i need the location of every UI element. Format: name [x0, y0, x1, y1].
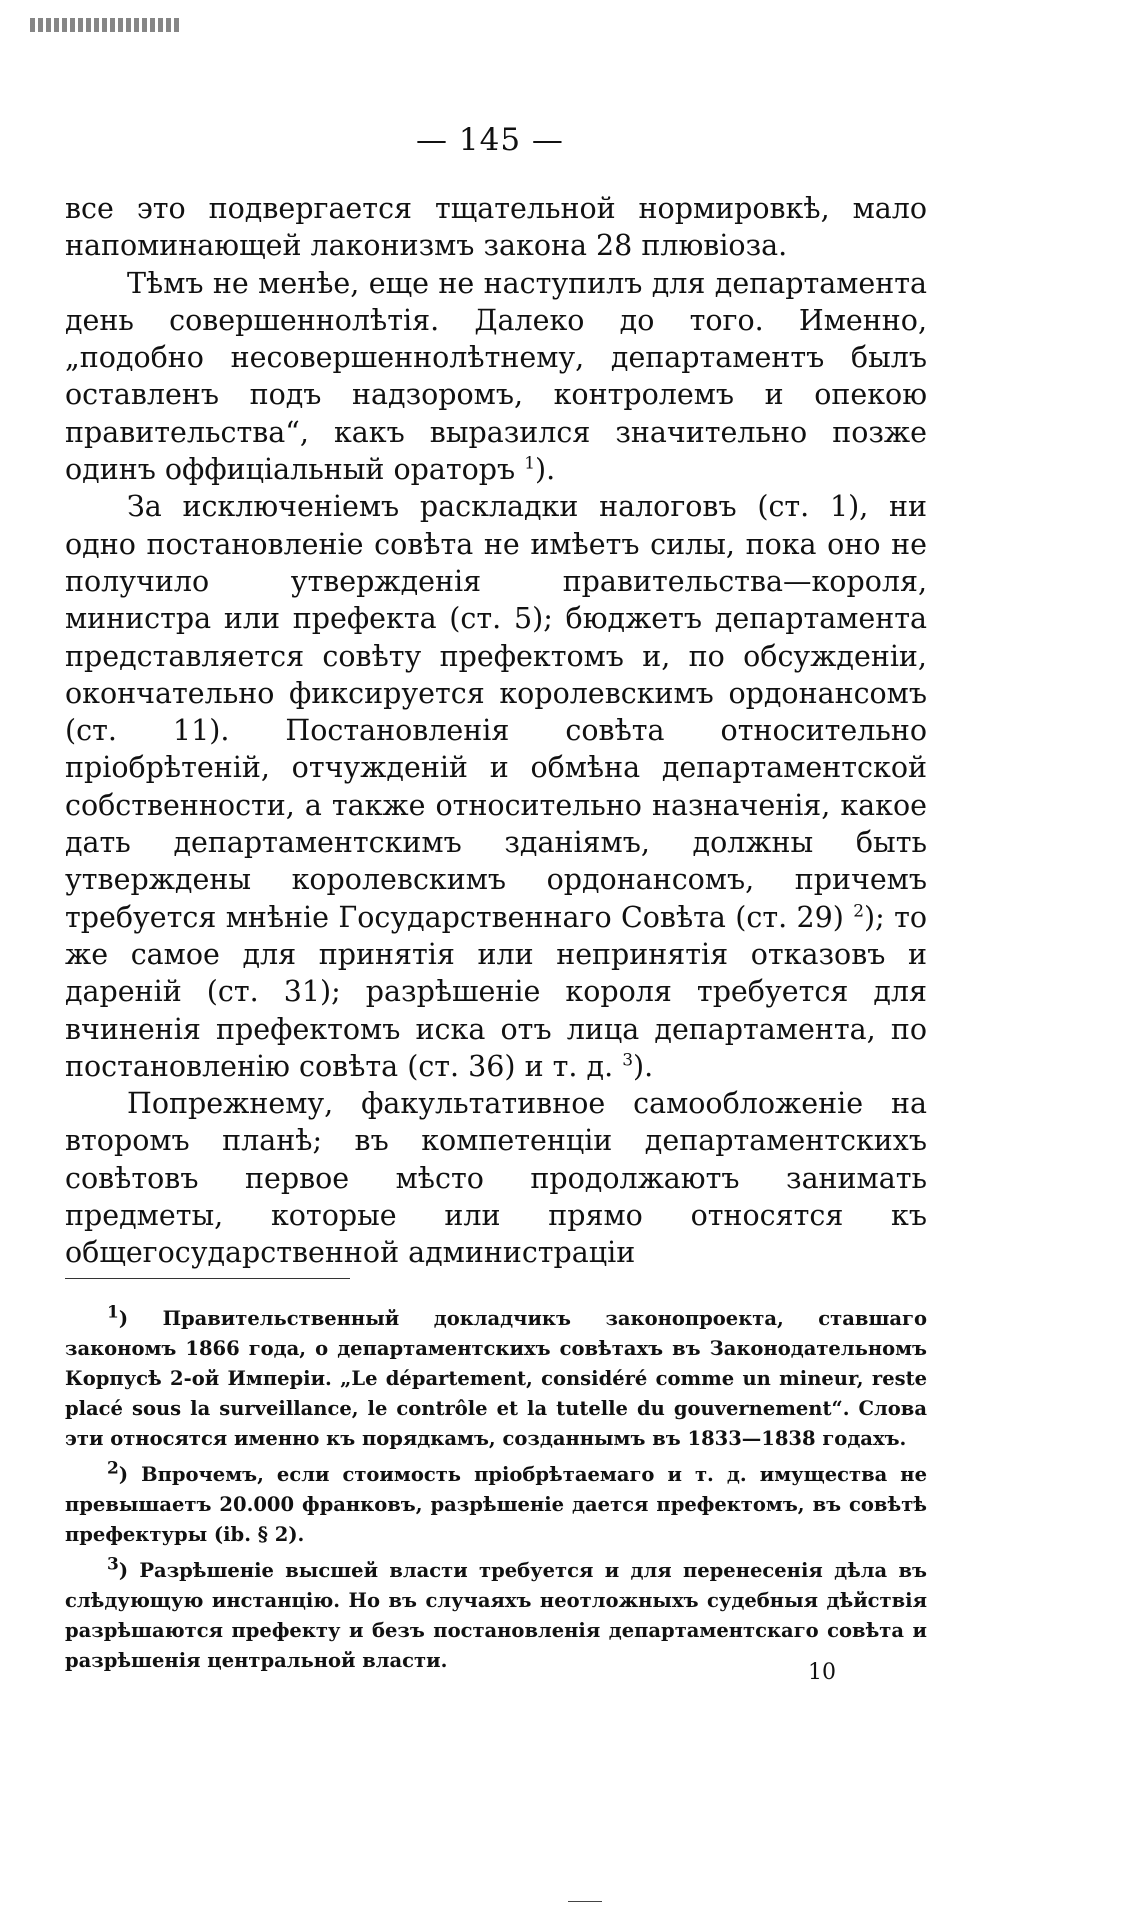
paragraph-1: все это подвергается тщательной нормировкѣ, мало напоминающей лаконизмъ закона 28 плювіоза.	[65, 192, 927, 263]
footnote-divider	[65, 1278, 350, 1279]
footnote-ref-3: 3	[622, 1050, 634, 1071]
main-text	[65, 190, 927, 1272]
paragraph-3: За исключеніемъ раскладки налоговъ (ст. 1), ни одно постановленіе совѣта не имѣетъ силы, пока оно не получило утвержденія правительства—короля, министра или префекта (ст. 5); бюджетъ департамента представляется совѣту префектомъ и, по обсужденіи, окончательно фиксируется королевскимъ ордонансомъ (ст. 11). Постановленія совѣта относительно пріобрѣтеній, отчужденій и обмѣна департаментской собственности, а также относительно назначенія, какое дать департаментскимъ зданіямъ, должны быть утверждены королевскимъ ордонансомъ, причемъ требуется мнѣніе Государственнаго Совѣта (ст. 29) $^2$); то же самое для принятія или непринятія отказовъ и дареній (ст. 31); разрѣшеніе короля требуется для вчиненія префектомъ иска отъ лица департамента, по постановленію совѣта (ст. 36) и т. д. $^3$).	[65, 490, 927, 1083]
footnote-ref-1: 1	[524, 453, 536, 474]
footnote-ref-2: 2	[853, 901, 865, 922]
footnotes	[65, 1304, 927, 1682]
bottom-divider	[568, 1901, 602, 1902]
paragraph-4: Попрежнему, факультативное самообложеніе на второмъ планѣ; въ компетенціи департаментскихъ совѣтовъ первое мѣсто продолжаютъ занимать предметы, которые или прямо относятся къ общегосударственной администраціи	[65, 1087, 927, 1270]
signature-mark: 10	[808, 1660, 836, 1685]
footnote-1: $^1$) Правительственный докладчикъ законопроекта, ставшаго закономъ 1866 года, о департаментскихъ совѣтахъ въ Законодательномъ Корпусѣ 2-ой Имперіи. „Le département, considéré comme un mineur, reste placé sous la surveillance, le contrôle et la tutelle du gouvernement“. Слова эти относятся именно къ порядкамъ, созданнымъ въ 1833—1838 годахъ.	[65, 1302, 927, 1450]
footnote-2: $^2$) Впрочемъ, если стоимость пріобрѣтаемаго и т. д. имущества не превышаетъ 20.000 франковъ, разрѣшеніе дается префектомъ, въ совѣтѣ префектуры (ib. § 2).	[65, 1458, 927, 1546]
footnote-3: $^3$) Разрѣшеніе высшей власти требуется и для перенесенія дѣла въ слѣдующую инстанцію. Но въ случаяхъ неотложныхъ судебныя дѣйствія разрѣшаются префекту и безъ постановленія департаментскаго совѣта и разрѣшенія центральной власти.	[65, 1554, 927, 1672]
paragraph-2: Тѣмъ не менѣе, еще не наступилъ для департамента день совершеннолѣтія. Далеко до того. Именно, „подобно несовершеннолѣтнему, департаментъ былъ оставленъ подъ надзоромъ, контролемъ и опекою правительства“, какъ выразился значительно позже одинъ оффиціальный ораторъ $^1$).	[65, 266, 927, 487]
page-number: — 145 —	[416, 122, 564, 158]
scan-artifact	[30, 18, 180, 32]
